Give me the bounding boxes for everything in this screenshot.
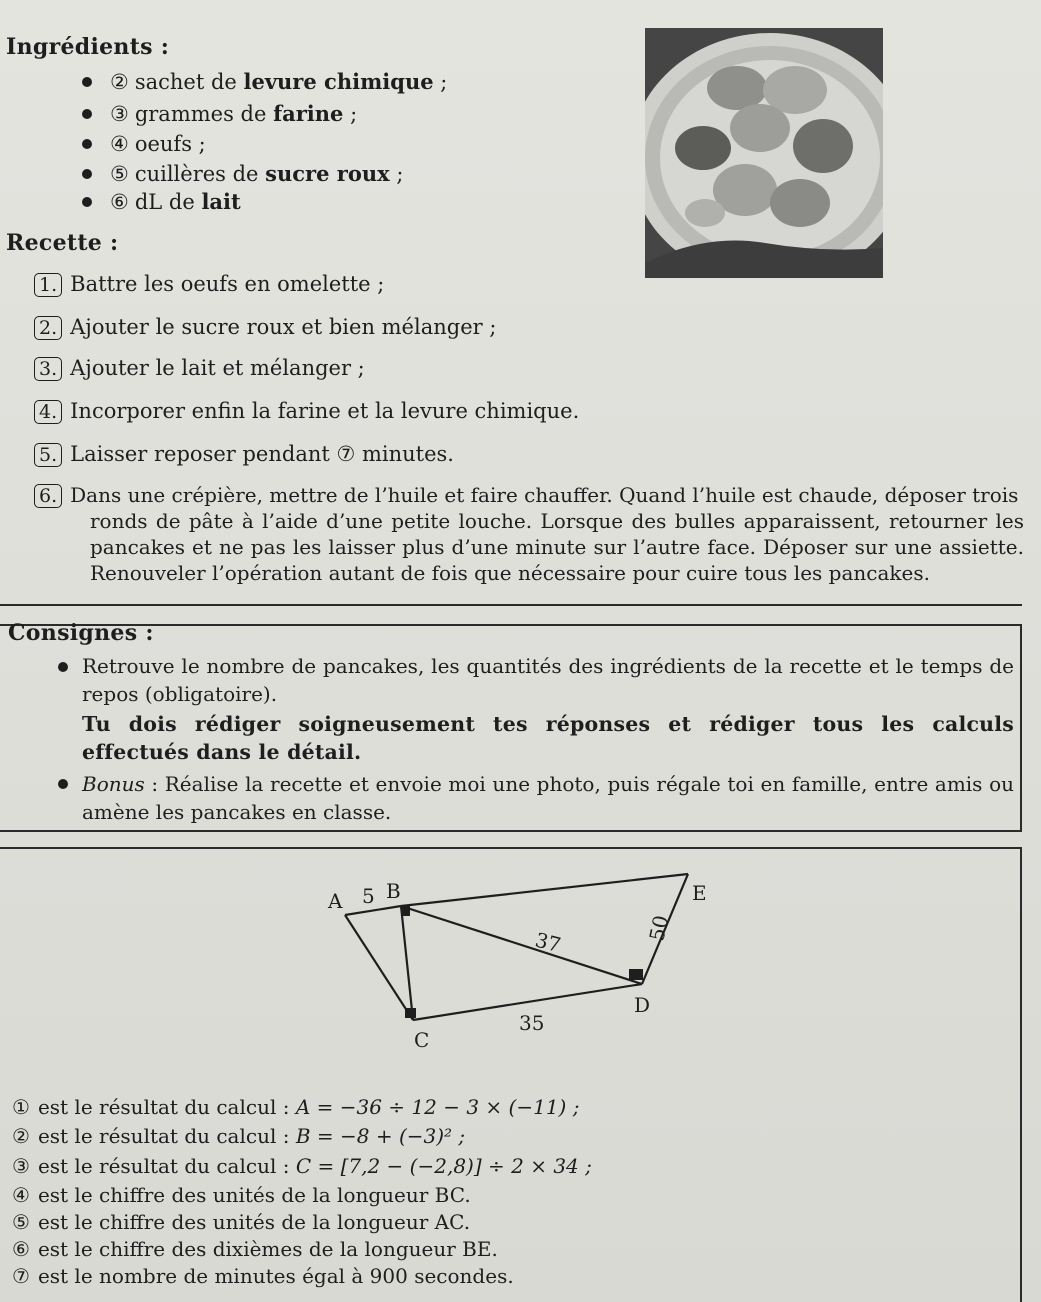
recipe-title: Recette : [6, 230, 119, 256]
step-number: 6. [34, 484, 62, 508]
clue-line [12, 1153, 592, 1179]
clue-line [12, 1263, 514, 1289]
clue-math: C = [7,2 − (−2,8)] ÷ 2 × 34 ; [295, 1154, 592, 1178]
clue-math: A = −36 ÷ 12 − 3 × (−11) ; [295, 1095, 580, 1119]
label-C: C [414, 1028, 430, 1052]
step-text: Dans une crépière, mettre de l’huile et faire chauffer. Quand l’huile est chaude, déposer trois [70, 483, 1019, 507]
label-B: B [386, 879, 401, 903]
step-number: 4. [34, 400, 62, 424]
ingredient-text: dL de [134, 190, 202, 214]
step-text: Ajouter le lait et mélanger ; [70, 356, 365, 380]
label-D: D [634, 993, 651, 1017]
label-A: A [328, 889, 343, 913]
clue-line [12, 1123, 465, 1149]
step-text: Ajouter le sucre roux et bien mélanger ; [70, 315, 497, 339]
right-angle-D [629, 969, 643, 980]
ingredient-end: ; [389, 162, 404, 186]
step-number: 5. [34, 443, 62, 467]
consignes-text: Retrouve le nombre de pancakes, les quantités des ingrédients de la recette et le temps de repos (obligatoire). [82, 654, 1014, 706]
ingredient-text: oeufs ; [134, 132, 206, 156]
clue-text: est le chiffre des dixièmes de la longueur BE. [37, 1237, 498, 1261]
clue-marker: ④ [12, 1183, 30, 1207]
length-BD: 37 [532, 927, 564, 958]
ingredients-title: Ingrédients : [6, 34, 170, 60]
step-number: 3. [34, 357, 62, 381]
length-AB: 5 [362, 884, 375, 908]
clue-math: B = −8 + (−3)² ; [295, 1124, 466, 1148]
clue-text: est le chiffre des unités de la longueur BC. [37, 1183, 471, 1207]
ingredient-bold: farine [273, 101, 344, 126]
consignes-title: Consignes : [8, 620, 154, 646]
consignes-bold-text: Tu dois rédiger soigneusement tes réponses et rédiger tous les calculs effectués dans le détail. [82, 712, 1014, 764]
length-DE: 50 [644, 913, 674, 944]
right-angle-C [405, 1008, 416, 1018]
clue-text: est le chiffre des unités de la longueur AC. [37, 1210, 471, 1234]
step-text: Laisser reposer pendant ⑦ minutes. [70, 442, 454, 466]
clue-text: est le nombre de minutes égal à 900 secondes. [37, 1264, 514, 1288]
ingredient-bold: sucre roux [265, 161, 390, 186]
ingredient-marker: ② [110, 70, 129, 94]
clue-marker: ⑦ [12, 1264, 30, 1288]
clue-marker: ① [12, 1095, 30, 1119]
label-E: E [692, 881, 707, 905]
ingredient-marker: ⑥ [110, 190, 129, 214]
step-text: Incorporer enfin la farine et la levure chimique. [70, 399, 580, 423]
ingredient-marker: ③ [110, 102, 129, 126]
bonus-text: : Réalise la recette et envoie moi une photo, puis régale toi en famille, entre amis ou amène les pancakes en classe. [82, 772, 1014, 824]
clue-text: est le résultat du calcul : [37, 1095, 296, 1119]
segment-BD [401, 906, 642, 984]
ingredient-marker: ⑤ [110, 162, 129, 186]
bonus-label: Bonus [82, 772, 145, 796]
clue-text: est le résultat du calcul : [37, 1154, 296, 1178]
clue-line [12, 1182, 471, 1208]
segment-BE [401, 874, 688, 906]
ingredient-bold: levure chimique [243, 69, 434, 94]
ingredient-text: cuillères de [134, 162, 266, 186]
ingredient-text: grammes de [134, 102, 274, 126]
clue-marker: ③ [12, 1154, 30, 1178]
ingredient-end: ; [433, 70, 448, 94]
clue-marker: ② [12, 1124, 30, 1148]
clue-line [12, 1094, 579, 1120]
step-text-continued: ronds de pâte à l’aide d’une petite louche. Lorsque des bulles apparaissent, retourner les pancakes et ne pas les laisser plus d’une minute sur l’autre face. Déposer sur une assiette. Renouveler l’opération autant de fois que nécessaire pour cuire tous les pancakes. [90, 509, 1024, 585]
step-number: 2. [34, 316, 62, 340]
ingredient-marker: ④ [110, 132, 129, 156]
ingredient-end: ; [343, 102, 358, 126]
ingredient-bold: lait [201, 189, 241, 214]
clue-line [12, 1209, 470, 1235]
clue-text: est le résultat du calcul : [37, 1124, 296, 1148]
step-text: Battre les oeufs en omelette ; [70, 272, 385, 296]
length-CD: 35 [519, 1011, 545, 1035]
clue-marker: ⑥ [12, 1237, 30, 1261]
right-angle-B [401, 906, 410, 916]
step-number: 1. [34, 273, 62, 297]
clue-marker: ⑤ [12, 1210, 30, 1234]
clue-line [12, 1236, 498, 1262]
ingredient-text: sachet de [134, 70, 244, 94]
